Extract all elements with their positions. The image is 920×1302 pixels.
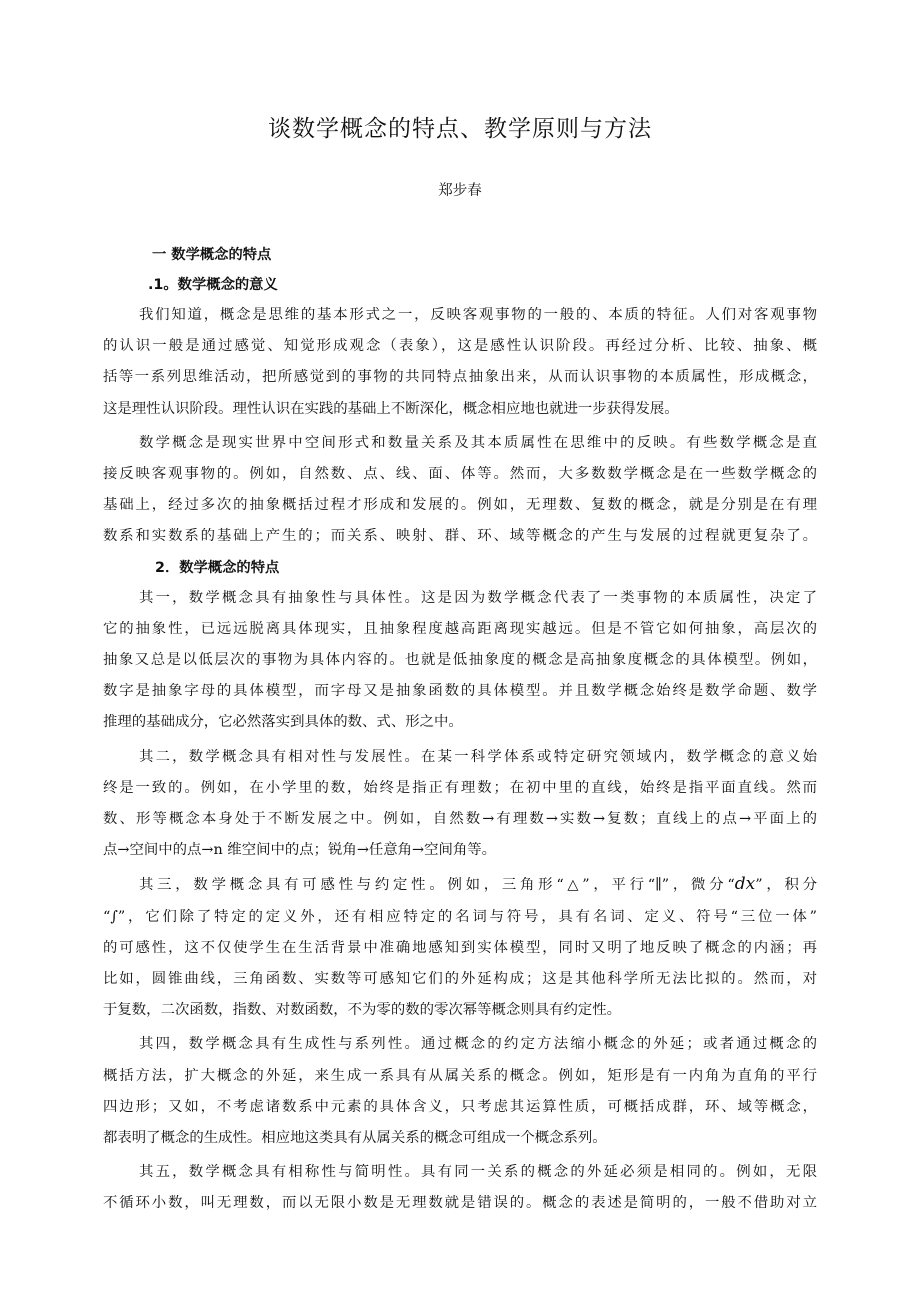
text-line: 数、形等概念本身处于不断发展之中。例如，自然数→有理数→实数→复数；直线上的点→平面上的: [103, 811, 817, 828]
text-line: 比如，圆锥曲线，三角函数、实数等可感知它们的外延构成；这是其他科学所无法比拟的。然而，对: [103, 971, 817, 988]
paragraph-feature-4: [103, 1029, 817, 1154]
differential-symbol: dx: [734, 874, 756, 895]
text-line: 四边形；又如，不考虑诸数系中元素的具体含义，只考虑其运算性质，可概括成群，环、域等概念，: [103, 1098, 817, 1115]
author-name: 郑步春: [438, 183, 482, 199]
text-line: 我们知道，概念是思维的基本形式之一，反映客观事物的一般的、本质的特征。人们对客观事物: [139, 307, 817, 323]
text-line: 推理的基础成分，它必然落实到具体的数、式、形之中。: [103, 714, 463, 731]
text-line: 点→空间中的点→n 维空间中的点；锐角→任意角→空间角等。: [103, 842, 497, 859]
paragraph-feature-3: [103, 869, 817, 1026]
text-line: 括等一系列思维活动，把所感觉到的事物的共同特点抽象出来，从而认识事物的本质属性，形成概念，: [103, 369, 817, 386]
section-heading: 一 数学概念的特点: [152, 247, 272, 263]
paragraph-feature-5: [103, 1157, 817, 1219]
text-line: [103, 869, 817, 901]
text-segment: 其三，数学概念具有可感性与约定性。例如，三角形“△”，平行“∥”，微分“: [139, 877, 735, 894]
text-line: “∫”，它们除了特定的定义外，还有相应特定的名词与符号，具有名词、定义、符号“三位一体”: [103, 908, 817, 925]
text-line: 都表明了概念的生成性。相应地这类具有从属关系的概念可组成一个概念系列。: [103, 1130, 607, 1147]
text-line: 数学概念是现实世界中空间形式和数量关系及其本质属性在思维中的反映。有些数学概念是直: [139, 434, 817, 451]
text-line: 的认识一般是通过感觉、知觉形成观念（表象），这是感性认识阶段。再经过分析、比较、抽象、概: [103, 338, 817, 355]
text-line: 其一，数学概念具有抽象性与具体性。这是因为数学概念代表了一类事物的本质属性，决定了: [139, 589, 817, 606]
text-line: 其五，数学概念具有相称性与简明性。具有同一关系的概念的外延必须是相同的。例如，无限: [139, 1164, 817, 1181]
paragraph-feature-2: [103, 742, 817, 867]
text-line: 抽象又总是以低层次的事物为具体内容的。也就是低抽象度的概念是高抽象度概念的具体模型。例如，: [103, 652, 817, 669]
paragraph-feature-1: [103, 583, 817, 739]
text-line: 概括方法，扩大概念的外延，来生成一系具有从属关系的概念。例如，矩形是有一内角为直角的平行: [103, 1067, 817, 1084]
text-line: 于复数，二次函数，指数、对数函数，不为零的数的零次幂等概念则具有约定性。: [103, 1002, 622, 1019]
subsection-heading-features: 2．数学概念的特点: [155, 559, 280, 576]
text-line: 其二，数学概念具有相对性与发展性。在某一科学体系或特定研究领域内，数学概念的意义始: [139, 748, 817, 765]
text-line: 基础上，经过多次的抽象概括过程才形成和发展的。例如，无理数、复数的概念，就是分别是在有理: [103, 497, 817, 514]
paragraph-math-concept: [103, 428, 817, 553]
text-line: 不循环小数，叫无理数，而以无限小数是无理数就是错误的。概念的表述是简明的，一般不借助对立: [103, 1195, 817, 1212]
text-line: 终是一致的。例如，在小学里的数，始终是指正有理数；在初中里的直线，始终是指平面直线。然而: [103, 779, 817, 796]
text-line: 其四，数学概念具有生成性与系列性。通过概念的约定方法缩小概念的外延；或者通过概念的: [139, 1036, 817, 1053]
document-body: [103, 240, 817, 1220]
text-line: 的可感性，这不仅使学生在生活背景中准确地感知到实体模型，同时又明了地反映了概念的内涵；再: [103, 939, 817, 956]
paragraph-concept-definition: [103, 300, 817, 425]
text-line: 接反映客观事物的。例如，自然数、点、线、面、体等。然而，大多数数学概念是在一些数学概念的: [103, 466, 817, 483]
text-line: 数系和实数系的基础上产生的；而关系、映射、群、环、域等概念的产生与发展的过程就更复杂了。: [103, 528, 817, 545]
document-title: 谈数学概念的特点、教学原则与方法: [268, 116, 652, 142]
text-line: 这是理性认识阶段。理性认识在实践的基础上不断深化，概念相应地也就进一步获得发展。: [103, 400, 679, 417]
text-line: 数字是抽象字母的具体模型，而字母又是抽象函数的具体模型。并且数学概念始终是数学命题、数学: [103, 683, 817, 700]
text-segment: ”，积分: [755, 877, 817, 894]
document-page: [103, 0, 817, 1302]
subsection-heading-meaning: .1。数学概念的意义: [148, 277, 278, 293]
text-line: 它的抽象性，已远远脱离具体现实，且抽象程度越高距离现实越远。但是不管它如何抽象，高层次的: [103, 620, 817, 637]
